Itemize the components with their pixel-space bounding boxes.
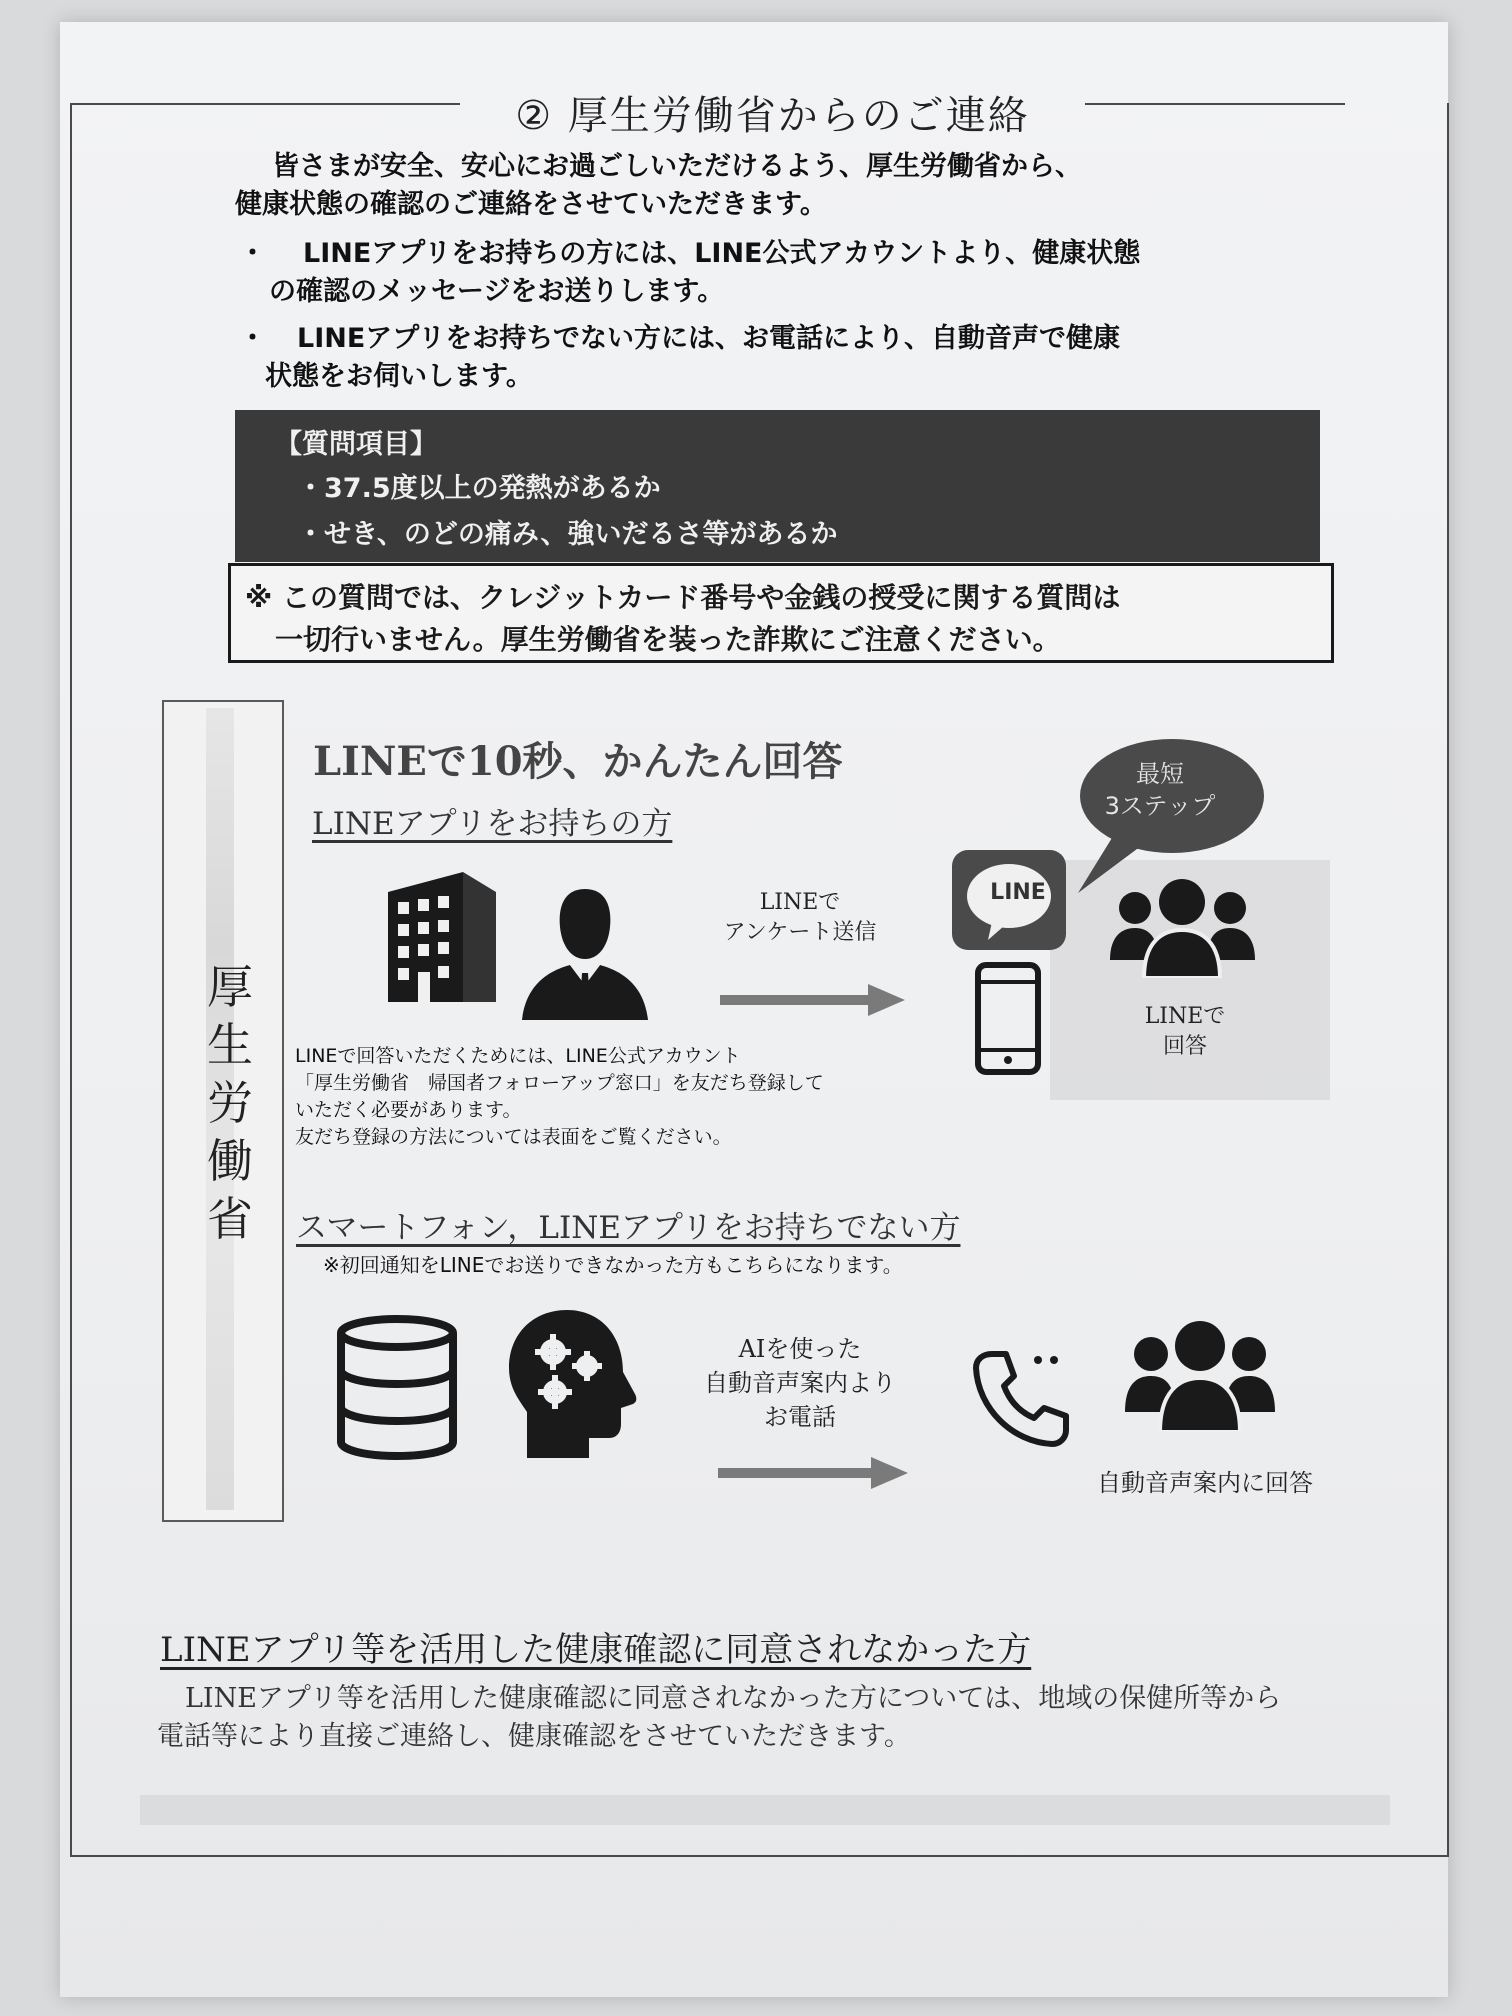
building-icon [378,872,506,1002]
line-answer-label [1125,1002,1245,1062]
bottom-line: LINEアプリ等を活用した健康確認に同意されなかった方については、地域の保健所等から [185,1683,1282,1714]
arrow-right-icon [718,1455,908,1491]
telephone-icon [972,1348,1072,1448]
label-line: AIを使った [738,1335,862,1363]
intro-line: 皆さまが安全、安心にお過ごしいただけるよう、厚生労働省から、 [272,151,1082,182]
bottom-line: 電話等により直接ご連絡し、健康確認をさせていただきます。 [157,1721,911,1752]
label-char: 働 [207,1134,253,1188]
ai-call-label [680,1332,920,1434]
label-line: お電話 [764,1403,836,1431]
phone-subheading: スマートフォン，LINEアプリをお持ちでない方 [296,1210,961,1246]
bleed-through [140,1795,1390,1825]
warning-line: ※ この質問では、クレジットカード番号や金銭の授受に関する質問は [245,581,1121,614]
note-line: 友だち登録の方法については表面をご覧ください。 [295,1126,732,1148]
line-headline: LINEで10秒、かんたん回答 [313,738,843,785]
bullet-item [239,320,1325,396]
frame-top-edge [70,103,198,105]
label-char: 生 [207,1018,253,1072]
warning-line: 一切行いません。厚生労働省を装った詐欺にご注意ください。 [275,623,1061,656]
label-line: LINEで [759,890,841,915]
line-registration-note [295,1043,824,1151]
ai-head-gears-icon [505,1308,640,1458]
intro-line: 健康状態の確認のご連絡をさせていただきます。 [235,189,827,220]
line-logo-text: LINE [990,880,1046,905]
auto-voice-answer-label: 自動音声案内に回答 [1097,1469,1313,1497]
bullet-dot: ・ [239,238,266,269]
official-person-icon [520,885,650,1020]
label-line: LINEで [1144,1004,1226,1029]
label-line: 回答 [1162,1034,1207,1059]
line-send-label [690,888,910,948]
label-char: 労 [207,1076,253,1130]
label-line: アンケート送信 [723,920,877,945]
intro-paragraph [235,148,1348,224]
bubble-line: 3ステップ [1104,792,1216,820]
group-people-icon [1125,1320,1275,1432]
bullet-line: LINEアプリをお持ちの方には、LINE公式アカウントより、健康状態 [303,238,1141,269]
label-line: 自動音声案内より [704,1369,896,1397]
note-line: LINEで回答いただくためには、LINE公式アカウント [295,1045,741,1067]
ministry-vertical-label [200,958,260,1248]
note-line: 「厚生労働省 帰国者フォローアップ窓口」を友だち登録して [295,1072,824,1094]
bullet-line: の確認のメッセージをお送りします。 [269,276,725,307]
speech-bubble-text [1075,758,1245,822]
bullet-item [239,235,1325,311]
arrow-right-icon [720,982,905,1018]
note-line: いただく必要があります。 [295,1099,522,1121]
bullet-dot: ・ [239,323,266,354]
question-items-box [235,410,1320,562]
label-char: 省 [207,1192,253,1246]
section-title: ② 厚生労働省からのご連絡 [515,93,1030,139]
group-people-icon [1110,878,1255,978]
line-subheading: LINEアプリをお持ちの方 [312,806,673,842]
database-icon [335,1315,460,1460]
question-item: ・せき、のどの痛み、強いだるさ等があるか [297,519,838,550]
frame-top-edge [195,103,460,105]
label-char: 厚 [207,960,253,1014]
bullet-line: LINEアプリをお持ちでない方には、お電話により、自動音声で健康 [297,323,1120,354]
bottom-heading: LINEアプリ等を活用した健康確認に同意されなかった方 [160,1630,1032,1670]
frame-top-edge [1085,103,1345,105]
question-item: ・37.5度以上の発熱があるか [297,473,661,504]
bottom-paragraph [157,1680,1397,1756]
bullet-line: 状態をお伺いします。 [265,361,533,392]
question-heading: 【質問項目】 [275,429,437,460]
bubble-line: 最短 [1136,760,1184,788]
fraud-warning-box [228,563,1334,663]
smartphone-icon [975,962,1041,1075]
phone-note: ※初回通知をLINEでお送りできなかった方もこちらになります。 [323,1253,903,1277]
